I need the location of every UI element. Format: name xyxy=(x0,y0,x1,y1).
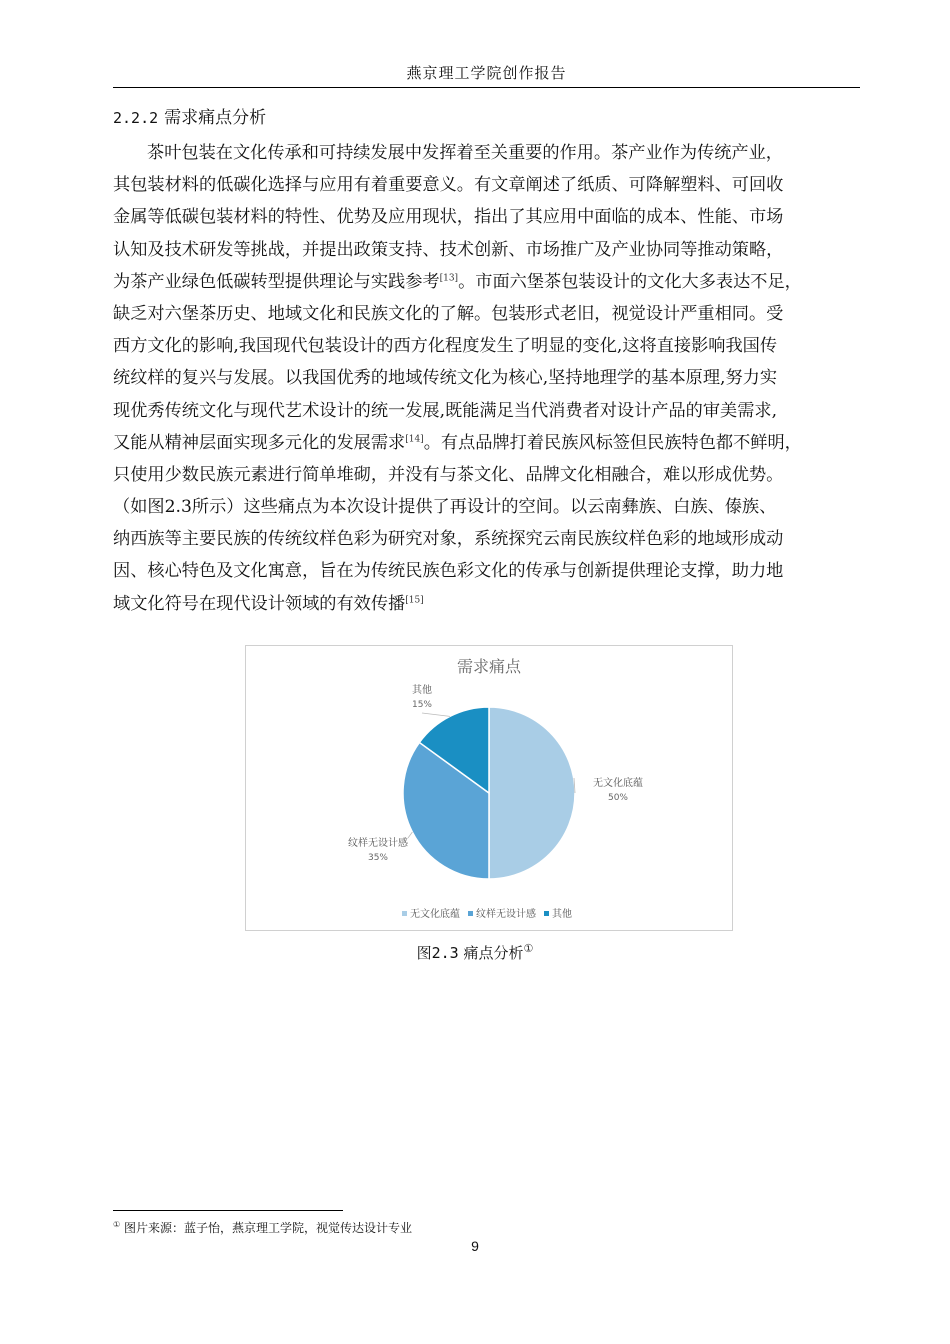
caption-footnote-mark: ① xyxy=(523,942,534,955)
line-text: 缺乏对六堡茶历史、地域文化和民族文化的了解。包装形式老旧，视觉设计严重相同。受 xyxy=(113,303,784,324)
citation-ref: [14] xyxy=(405,433,424,444)
text-line xyxy=(113,459,870,491)
text-line xyxy=(113,234,870,266)
line-text: 金属等低碳包装材料的特性、优势及应用现状，指出了其应用中面临的成本、性能、市场 xyxy=(113,207,784,228)
line-text: 为茶产业绿色低碳转型提供理论与实践参考 xyxy=(113,271,440,292)
legend-swatch xyxy=(544,911,549,916)
section-heading xyxy=(113,103,266,128)
running-header: 燕京理工学院创作报告 xyxy=(406,64,567,82)
legend-entry: 纹样无设计感 xyxy=(476,909,536,920)
line-text: 纳西族等主要民族的传统纹样色彩为研究对象，系统探究云南民族纹样色彩的地域形成动 xyxy=(113,529,784,550)
line-text: 只使用少数民族元素进行简单堆砌，并没有与茶文化、品牌文化相融合，难以形成优势。 xyxy=(113,464,784,485)
text-line xyxy=(113,330,870,362)
line-text: （如图2.3所示）这些痛点为本次设计提供了再设计的空间。以云南彝族、白族、傣族、 xyxy=(113,497,777,518)
chart-title: 需求痛点 xyxy=(456,657,522,676)
legend-entry: 其他 xyxy=(552,909,572,920)
line-text-continued: 。有点品牌打着民族风标签但民族特色都不鲜明， xyxy=(423,432,802,453)
line-text-continued: 。市面六堡茶包装设计的文化大多表达不足， xyxy=(458,271,802,292)
caption-text: 痛点分析 xyxy=(463,944,524,962)
body-paragraph xyxy=(113,137,870,620)
text-line xyxy=(113,427,870,459)
line-text: 又能从精神层面实现多元化的发展需求 xyxy=(113,432,406,453)
text-line xyxy=(113,201,870,233)
pie-chart xyxy=(246,646,732,930)
caption-prefix: 图 xyxy=(416,944,432,962)
header-rule xyxy=(113,87,860,88)
line-text: 其包装材料的低碳化选择与应用有着重要意义。有文章阐述了纸质、可降解塑料、可回收 xyxy=(113,175,784,196)
slice-category-label: 纹样无设计感 xyxy=(348,838,408,849)
slice-value-label: 35% xyxy=(367,853,389,863)
figure-caption xyxy=(0,942,950,963)
section-number: 2.2.2 xyxy=(113,109,159,127)
legend-entry: 无文化底蕴 xyxy=(410,909,460,920)
page-number: 9 xyxy=(471,1238,479,1254)
line-text: 因、核心特色及文化寓意，旨在为传统民族色彩文化的传承与创新提供理论支撑，助力地 xyxy=(113,561,784,582)
footnote xyxy=(113,1219,412,1236)
text-line xyxy=(113,555,870,587)
chart-figure xyxy=(245,645,733,931)
text-line xyxy=(113,298,870,330)
leader-line xyxy=(422,713,450,716)
citation-ref: [13] xyxy=(439,273,459,284)
text-line xyxy=(113,266,870,298)
text-line xyxy=(113,523,870,555)
text-line xyxy=(113,362,870,394)
slice-category-label: 其他 xyxy=(412,685,432,696)
slice-value-label: 50% xyxy=(607,793,629,803)
section-title: 需求痛点分析 xyxy=(164,108,267,128)
line-text: 域文化符号在现代设计领域的有效传播 xyxy=(113,593,406,614)
text-line xyxy=(113,137,870,169)
pie-slice xyxy=(489,707,575,879)
slice-category-label: 无文化底蕴 xyxy=(593,778,643,789)
footnote-text: 图片来源：蓝子怡，燕京理工学院，视觉传达设计专业 xyxy=(124,1221,413,1235)
leader-line xyxy=(408,832,412,838)
footnote-rule xyxy=(113,1210,343,1211)
citation-ref: [15] xyxy=(405,594,424,605)
text-line xyxy=(113,169,870,201)
line-text: 统纹样的复兴与发展。以我国优秀的地域传统文化为核心,坚持地理学的基本原理,努力实 xyxy=(113,368,778,389)
line-text: 认知及技术研发等挑战，并提出政策支持、技术创新、市场推广及产业协同等推动策略， xyxy=(113,239,784,260)
line-text: 现优秀传统文化与现代艺术设计的统一发展,既能满足当代消费者对设计产品的审美需求, xyxy=(113,400,778,421)
legend-swatch xyxy=(468,911,473,916)
caption-number: 2.3 xyxy=(431,944,459,962)
slice-value-label: 15% xyxy=(411,700,433,710)
line-text: 西方文化的影响,我国现代包装设计的西方化程度发生了明显的变化,这将直接影响我国传 xyxy=(113,336,778,357)
line-text: 茶叶包装在文化传承和可持续发展中发挥着至关重要的作用。茶产业作为传统产业， xyxy=(147,143,783,163)
text-line xyxy=(113,491,870,523)
footnote-mark: ① xyxy=(113,1220,121,1229)
text-line xyxy=(113,395,870,427)
text-line xyxy=(113,588,870,620)
legend-swatch xyxy=(402,911,407,916)
